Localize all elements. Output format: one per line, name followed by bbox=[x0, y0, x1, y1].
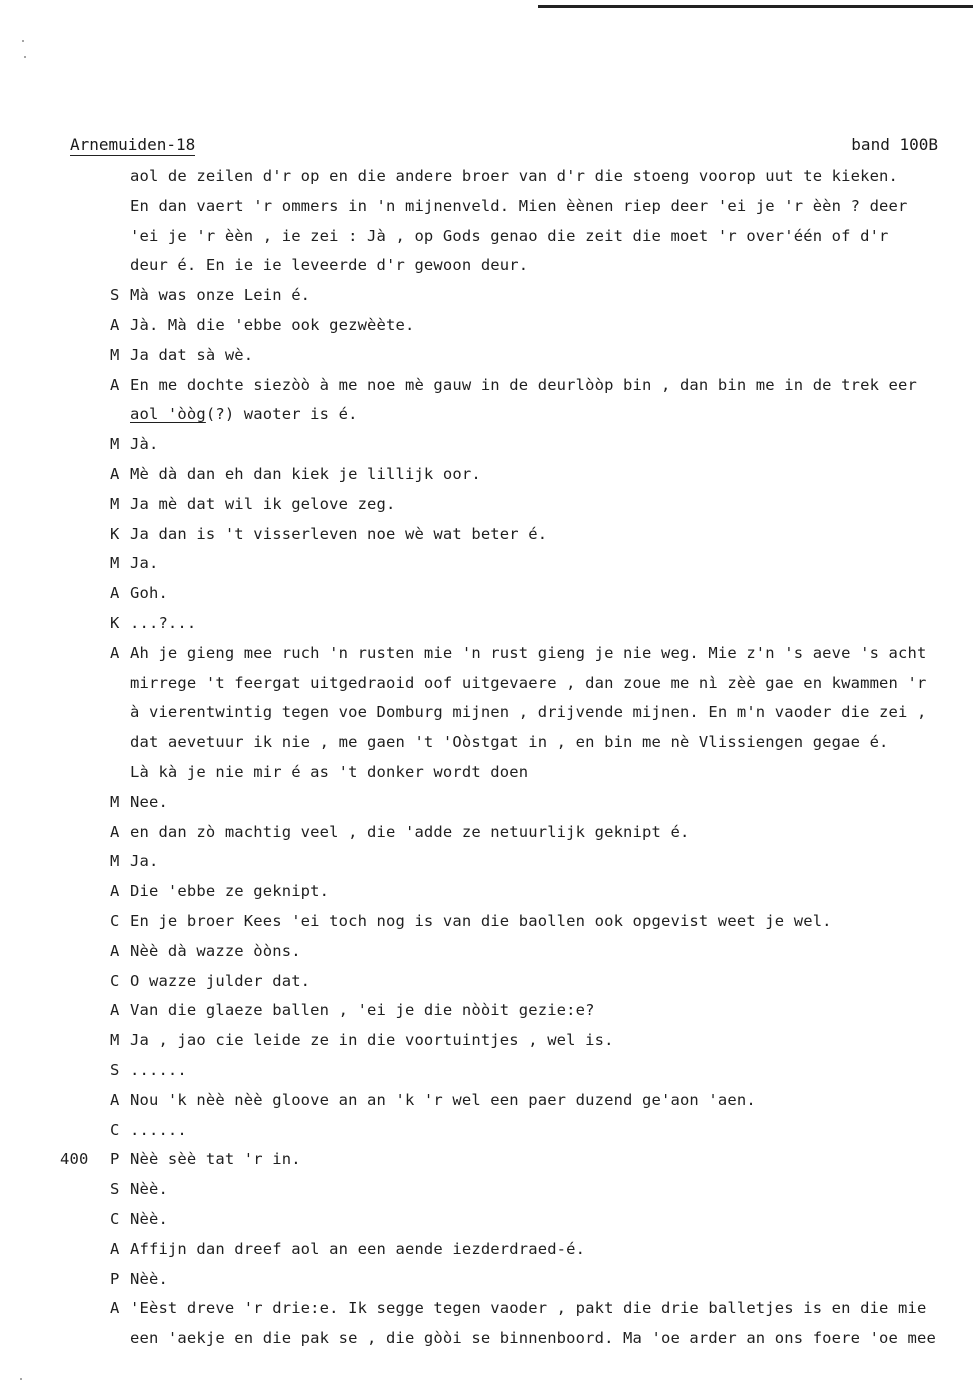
line-text: Nee. bbox=[130, 792, 168, 811]
speaker-label: M bbox=[110, 792, 120, 811]
line-text: O wazze julder dat. bbox=[130, 971, 311, 990]
speaker-label: M bbox=[110, 435, 120, 454]
line-text: aol de zeilen d'r op en die andere broer van d'r die stoeng voorop uut te kieken. bbox=[130, 167, 899, 185]
transcript-line bbox=[70, 1031, 970, 1051]
speaker-label: S bbox=[110, 1180, 120, 1199]
line-text: dat aevetuur ik nie , me gaen 't 'Oòstgat in , en bin me nè Vlissiengen gegae é. bbox=[130, 733, 889, 752]
speaker-label: A bbox=[110, 882, 120, 901]
speaker-label: A bbox=[110, 1001, 120, 1020]
transcript-line bbox=[70, 346, 970, 366]
line-text: Là kà je nie mir é as 't donker wordt doen bbox=[130, 763, 529, 781]
transcript-line bbox=[70, 852, 970, 872]
transcript-line bbox=[70, 1210, 970, 1230]
transcript-line bbox=[70, 882, 970, 902]
line-text: aol 'òòg(?) waoter is é. bbox=[130, 405, 358, 424]
line-text: Jà. bbox=[130, 435, 159, 454]
transcript-line bbox=[70, 465, 970, 485]
speaker-label: C bbox=[110, 912, 120, 930]
transcript-line bbox=[70, 554, 970, 574]
transcript-line bbox=[70, 763, 970, 783]
line-text: mirrege 't feergat uitgedraoid oof uitgevaere , dan zoue me nì zèè gae en kwammen 'r bbox=[130, 673, 927, 692]
speaker-label: A bbox=[110, 316, 120, 334]
line-text: Nèè dà wazze òòns. bbox=[130, 941, 301, 960]
line-text: ...?... bbox=[130, 614, 197, 632]
line-text: en dan zò machtig veel , die 'adde ze netuurlijk geknipt é. bbox=[130, 822, 690, 841]
line-text: Ja mè dat wil ik gelove zeg. bbox=[130, 494, 396, 513]
speaker-label: M bbox=[110, 554, 120, 573]
line-text: Ja dat sà wè. bbox=[130, 345, 254, 364]
line-text: à vierentwintig tegen voe Domburg mijnen , drijvende mijnen. En m'n vaoder die zei , bbox=[130, 703, 927, 722]
transcript-line bbox=[70, 1240, 970, 1260]
transcript-line bbox=[70, 1121, 970, 1141]
line-number: 400 bbox=[60, 1150, 89, 1169]
line-text: Jà. Mà die 'ebbe ook gezwèète. bbox=[130, 316, 415, 334]
transcript-line bbox=[70, 1329, 970, 1349]
line-text: 'Eèst dreve 'r drie:e. Ik segge tegen vaoder , pakt die drie balletjes is en die mie bbox=[130, 1299, 927, 1318]
transcript-line bbox=[70, 316, 970, 336]
transcript-line bbox=[70, 1299, 970, 1319]
transcript-line bbox=[70, 376, 970, 396]
transcript-line bbox=[70, 435, 970, 455]
speaker-label: K bbox=[110, 614, 120, 632]
transcript-line bbox=[70, 405, 970, 425]
line-text: En dan vaert 'r ommers in 'n mijnenveld. Mien èènen riep deer 'ei je 'r èèn ? deer bbox=[130, 196, 908, 215]
line-text: 'ei je 'r èèn , ie zei : Jà , op Gods genao die zeit die moet 'r over'één of d'r bbox=[130, 226, 889, 245]
line-text: Nèè. bbox=[130, 1180, 168, 1199]
speaker-label: M bbox=[110, 852, 120, 871]
speaker-label: K bbox=[110, 524, 120, 543]
transcript-line bbox=[70, 256, 970, 276]
line-text: ...... bbox=[130, 1120, 187, 1139]
tape-label: band 100B bbox=[851, 135, 938, 154]
document-title: Arnemuiden-18 bbox=[70, 135, 196, 154]
transcript-line bbox=[70, 197, 970, 217]
speaker-label: P bbox=[110, 1269, 120, 1288]
line-text: ...... bbox=[130, 1061, 187, 1079]
transcript-line bbox=[70, 1061, 970, 1081]
line-text: Die 'ebbe ze geknipt. bbox=[130, 882, 330, 901]
transcript-line bbox=[70, 1091, 970, 1111]
speaker-label: A bbox=[110, 465, 120, 483]
transcript-line bbox=[70, 227, 970, 247]
transcript-line bbox=[70, 793, 970, 813]
line-text: Mà was onze Lein é. bbox=[130, 286, 311, 305]
transcript-line bbox=[70, 733, 970, 753]
transcript-line bbox=[70, 525, 970, 545]
speaker-label: A bbox=[110, 1239, 120, 1258]
line-text: Nou 'k nèè nèè gloove an an 'k 'r wel een paer duzend ge'aon 'aen. bbox=[130, 1090, 756, 1109]
transcript-line bbox=[60, 1150, 965, 1170]
line-text: Affijn dan dreef aol an een aende iezderdraed-é. bbox=[130, 1239, 586, 1258]
line-text: een 'aekje en die pak se , die gòòi se binnenboord. Ma 'oe arder an ons foere 'oe mee bbox=[130, 1329, 936, 1348]
line-text: Goh. bbox=[130, 584, 168, 603]
speaker-label: A bbox=[110, 375, 120, 394]
transcript-line bbox=[70, 703, 970, 723]
transcript-line bbox=[70, 614, 970, 634]
line-text: Ah je gieng mee ruch 'n rusten mie 'n rust gieng je nie weg. Mie z'n 's aeve 's acht bbox=[130, 643, 927, 662]
line-text: Ja , jao cie leide ze in die voortuintjes , wel is. bbox=[130, 1031, 614, 1050]
transcript-line bbox=[70, 167, 970, 187]
line-text: deur é. En ie ie leveerde d'r gewoon deur. bbox=[130, 256, 529, 275]
speaker-label: C bbox=[110, 1210, 120, 1228]
speaker-label: A bbox=[110, 643, 120, 662]
line-text: Nèè sèè tat 'r in. bbox=[130, 1150, 301, 1169]
speaker-label: S bbox=[110, 1061, 120, 1079]
speaker-label: C bbox=[110, 971, 120, 990]
speaker-label: C bbox=[110, 1120, 120, 1139]
speaker-label: A bbox=[110, 1090, 120, 1109]
transcript-line bbox=[70, 644, 970, 664]
speaker-label: A bbox=[110, 1299, 120, 1318]
speaker-label: A bbox=[110, 941, 120, 960]
transcript-line bbox=[70, 584, 970, 604]
transcript-line bbox=[70, 286, 970, 306]
line-text: Mè dà dan eh dan kiek je lillijk oor. bbox=[130, 465, 481, 483]
line-text: Ja dan is 't visserleven noe wè wat beter é. bbox=[130, 524, 548, 543]
speaker-label: M bbox=[110, 345, 120, 364]
transcript-line bbox=[70, 823, 970, 843]
transcript-line bbox=[70, 674, 970, 694]
line-text: Van die glaeze ballen , 'ei je die nòòit gezie:e? bbox=[130, 1001, 595, 1020]
transcript-line bbox=[70, 1001, 970, 1021]
line-text: Nèè. bbox=[130, 1269, 168, 1288]
speaker-label: M bbox=[110, 494, 120, 513]
transcript-line bbox=[70, 1180, 970, 1200]
line-text: Ja. bbox=[130, 852, 159, 871]
line-text: En je broer Kees 'ei toch nog is van die baollen ook opgevist weet je wel. bbox=[130, 912, 832, 930]
speaker-label: S bbox=[110, 286, 120, 305]
line-text: Nèè. bbox=[130, 1210, 168, 1228]
transcript-line bbox=[70, 495, 970, 515]
transcript-line bbox=[70, 912, 970, 932]
speaker-label: P bbox=[110, 1150, 120, 1169]
transcript-line bbox=[70, 1270, 970, 1290]
line-text: Ja. bbox=[130, 554, 159, 573]
transcript-line bbox=[70, 972, 970, 992]
transcript-line bbox=[70, 942, 970, 962]
speaker-label: M bbox=[110, 1031, 120, 1050]
speaker-label: A bbox=[110, 822, 120, 841]
line-text: En me dochte siezòò à me noe mè gauw in de deurlòòp bin , dan bin me in de trek eer bbox=[130, 375, 917, 394]
speaker-label: A bbox=[110, 584, 120, 603]
